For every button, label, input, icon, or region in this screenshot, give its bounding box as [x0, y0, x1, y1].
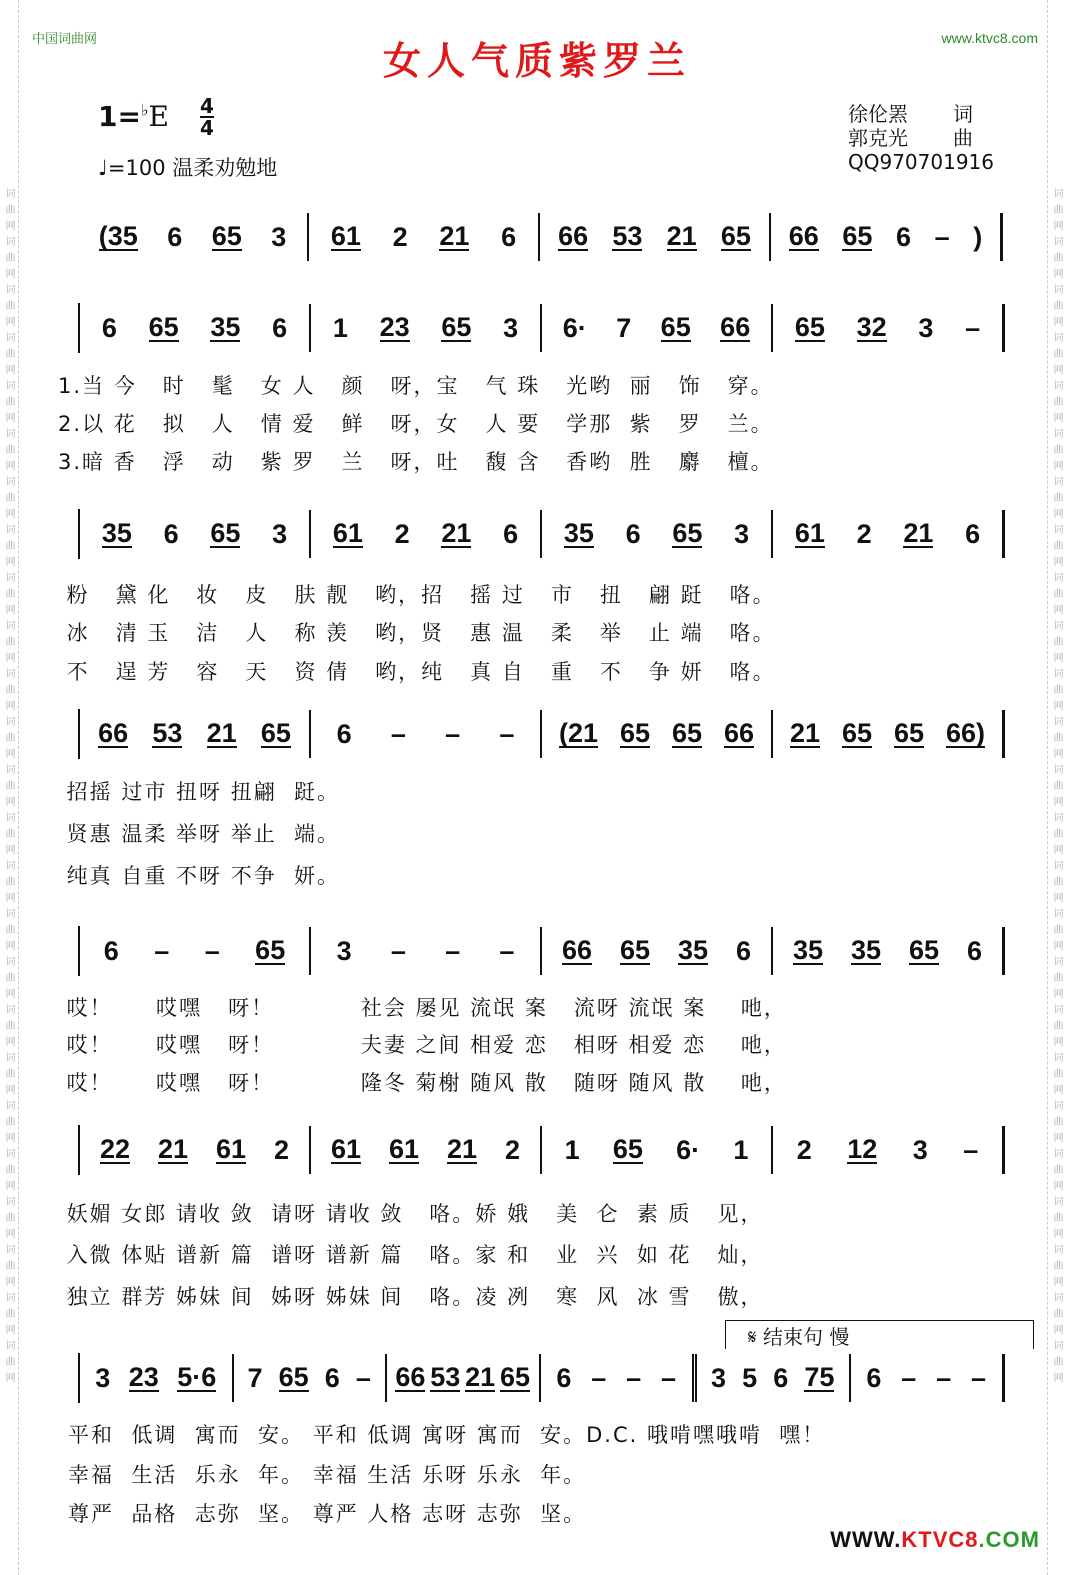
lyric-line: 平和 低调 寓而 安。 平和 低调 寓呀 寓而 安。D.C. 哦啃嘿哦啃 嘿！: [68, 1423, 826, 1447]
note-group: –: [154, 935, 170, 966]
note-group: 6: [966, 935, 982, 966]
lyric-line: 妖媚 女郎 请收 敛 请呀 请收 敛 咯。娇 娥 美 仑 素 质 见，: [58, 1202, 764, 1226]
right-watermark-strip: 词曲网词曲网词曲网词曲网词曲网词曲网词曲网词曲网词曲网词曲网词曲网词曲网词曲网词曲网词曲网词曲网词曲网词曲网词曲网词曲网词曲网词曲网词曲网词曲网词曲网: [1047, 0, 1066, 1575]
note-group: 21: [206, 718, 237, 748]
time-signature: [200, 96, 214, 138]
note-group: 23: [379, 312, 410, 342]
note-group: 2: [796, 1134, 812, 1165]
music-label: 曲: [953, 126, 973, 150]
note-group: –: [445, 935, 461, 966]
coda-bracket-label: 𝄋 结束句 慢: [725, 1320, 1034, 1349]
key-note: E: [148, 100, 169, 133]
note-group: 65: [619, 718, 650, 748]
meter-bottom: 4: [200, 116, 214, 140]
note-group: 6: [272, 312, 288, 343]
measure: [234, 1354, 388, 1402]
lyric-line: 独立 群芳 姊妹 间 姊呀 姊妹 间 咯。凌 冽 寒 风 冰 雪 傲，: [58, 1285, 764, 1309]
note-group: 1: [332, 312, 348, 343]
note-group: 7: [616, 312, 632, 343]
lyric-line: 尊严 品格 志弥 坚。 尊严 人格 志呀 志弥 坚。: [68, 1502, 587, 1526]
note-group: –: [355, 1362, 371, 1393]
note-group: 6: [501, 221, 517, 252]
note-group: 65: [908, 935, 940, 965]
note-group: 66: [98, 718, 129, 748]
note-group: 2: [392, 221, 408, 252]
measure: [387, 1354, 541, 1402]
measure: [311, 1126, 542, 1174]
note-group: 2: [273, 1134, 289, 1165]
note-group: (21: [558, 718, 598, 748]
tempo-marking: ♩=100 温柔劝勉地: [98, 156, 278, 180]
score-system: [78, 509, 1005, 559]
note-group: 35: [210, 312, 241, 342]
note-group: 65: [441, 312, 472, 342]
note-group: –: [591, 1362, 607, 1393]
note-group: 6: [336, 718, 352, 749]
note-group: 6: [965, 518, 981, 549]
note-group: 65: [211, 221, 242, 251]
note-group: –: [445, 718, 461, 749]
measure: [773, 927, 1005, 975]
lyric-line: 贤惠 温柔 举呀 举止 端。: [58, 822, 341, 846]
measure: [542, 1126, 773, 1174]
score-system: [78, 212, 1003, 262]
note-group: 5: [742, 1362, 758, 1393]
note-group: 6·: [562, 312, 587, 343]
note-group: 65: [672, 518, 703, 548]
note-group: –: [390, 718, 406, 749]
note-group: –: [204, 935, 220, 966]
measure: [851, 1354, 1006, 1402]
score-system: [78, 303, 1005, 353]
note-group: 21: [441, 518, 472, 548]
note-group: 65: [660, 312, 691, 342]
measure: [311, 710, 542, 758]
note-group: 66: [395, 1362, 426, 1392]
note-group: 6: [503, 518, 519, 549]
lyric-line: 冰 清 玉 洁 人 称 羡 哟，贤 惠 温 柔 举 止 端 咯。: [58, 621, 776, 645]
note-group: 35: [563, 518, 594, 548]
note-group: –: [390, 935, 406, 966]
note-group: 21: [157, 1134, 189, 1164]
measure: [697, 1354, 851, 1402]
lyric-line: 招摇 过市 扭呀 扭翩 跹。: [58, 780, 341, 804]
note-group: 21: [666, 221, 697, 251]
measure: [540, 213, 771, 261]
note-group: 32: [856, 312, 887, 342]
lyric-line: 2.以 花 拟 人 情 爱 鲜 呀，女 人 要 学那 紫 罗 兰。: [58, 412, 774, 436]
note-group: 35: [101, 518, 132, 548]
lyric-line: 纯真 自重 不呀 不争 妍。: [58, 864, 341, 888]
measure: [542, 927, 773, 975]
note-group: 61: [215, 1134, 247, 1164]
note-group: 6: [556, 1362, 572, 1393]
note-group: ): [973, 221, 983, 252]
lyricist: 徐伦罴: [848, 102, 908, 126]
note-group: –: [965, 312, 981, 343]
note-group: 6: [101, 312, 117, 343]
note-group: –: [499, 935, 515, 966]
note-group: 61: [330, 1134, 362, 1164]
measure: [773, 1126, 1005, 1174]
score-system: [78, 709, 1005, 759]
note-group: 22: [99, 1134, 131, 1164]
logo-part: WWW.: [830, 1527, 902, 1552]
note-group: 66: [558, 221, 589, 251]
measure: [773, 710, 1005, 758]
note-group: 12: [847, 1134, 878, 1164]
note-group: 21: [446, 1134, 478, 1164]
composer: 郭克光: [848, 126, 908, 150]
note-group: 6: [735, 935, 751, 966]
measure: [541, 1354, 698, 1402]
note-group: 35: [677, 935, 709, 965]
measure: [80, 1354, 234, 1402]
note-group: (35: [98, 221, 138, 251]
lyric-line: 幸福 生活 乐永 年。 幸福 生活 乐呀 乐永 年。: [68, 1463, 587, 1487]
measure: [80, 1126, 311, 1174]
measure: [542, 710, 773, 758]
note-group: –: [901, 1362, 917, 1393]
flat-icon: ♭: [140, 100, 149, 120]
lyric-line: 哎！ 哎嘿 呀！ 隆冬 菊榭 随风 散 随呀 随风 散 吔，: [58, 1071, 787, 1095]
measure: [309, 213, 540, 261]
site-logo: [830, 1527, 1040, 1553]
score-system: [78, 1125, 1005, 1175]
note-group: 66: [561, 935, 593, 965]
note-group: 65: [842, 221, 873, 251]
note-group: 3: [272, 518, 288, 549]
measure: [542, 304, 773, 352]
note-group: 21: [439, 221, 470, 251]
lyric-line: 粉 黛 化 妆 皮 肤 靓 哟，招 摇 过 市 扭 翩 跹 咯。: [58, 583, 776, 607]
note-group: –: [626, 1362, 642, 1393]
note-group: 65: [148, 312, 179, 342]
note-group: 6: [625, 518, 641, 549]
note-group: 65: [255, 935, 286, 965]
note-group: 23: [128, 1362, 159, 1392]
measure: [80, 710, 311, 758]
note-group: 53: [612, 221, 643, 251]
note-group: 3: [271, 221, 287, 252]
note-group: 7: [247, 1362, 263, 1393]
left-watermark-strip: 词曲网词曲网词曲网词曲网词曲网词曲网词曲网词曲网词曲网词曲网词曲网词曲网词曲网词曲网词曲网词曲网词曲网词曲网词曲网词曲网词曲网词曲网词曲网词曲网词曲网: [0, 0, 19, 1575]
score-system: [78, 1353, 1005, 1403]
note-group: 2: [504, 1134, 520, 1165]
note-group: 6: [163, 518, 179, 549]
song-title: 女人气质紫罗兰: [382, 38, 691, 83]
meter-top: 4: [200, 94, 214, 118]
note-group: 6: [103, 935, 119, 966]
note-group: 61: [388, 1134, 420, 1164]
note-group: 65: [210, 518, 241, 548]
measure: [311, 510, 542, 558]
note-group: –: [963, 1134, 979, 1165]
note-group: 66: [788, 221, 819, 251]
key-one: 1=: [98, 100, 141, 133]
note-group: –: [971, 1362, 987, 1393]
note-group: 53: [152, 718, 183, 748]
note-group: 65: [720, 221, 751, 251]
measure: [773, 304, 1005, 352]
note-group: 3: [918, 312, 934, 343]
measure: [80, 510, 311, 558]
note-group: 66: [720, 312, 751, 342]
lyric-line: 3.暗 香 浮 动 紫 罗 兰 呀，吐 馥 含 香哟 胜 麝 檀。: [58, 450, 774, 474]
note-group: 65: [619, 935, 651, 965]
note-group: 21: [789, 718, 821, 748]
note-group: 6: [866, 1362, 882, 1393]
measure: [771, 213, 1003, 261]
note-group: 66: [723, 718, 754, 748]
measure: [78, 213, 309, 261]
note-group: 5·6: [177, 1362, 217, 1392]
note-group: –: [499, 718, 515, 749]
note-group: –: [661, 1362, 677, 1393]
note-group: 65: [278, 1362, 309, 1392]
lyric-label: 词: [953, 102, 973, 126]
note-group: 75: [804, 1362, 835, 1392]
note-group: –: [936, 1362, 952, 1393]
note-group: 6: [167, 221, 183, 252]
note-group: 21: [465, 1362, 496, 1392]
note-group: 6: [324, 1362, 340, 1393]
note-group: 65: [893, 718, 925, 748]
note-group: 61: [794, 518, 825, 548]
measure: [311, 927, 542, 975]
note-group: 21: [903, 518, 934, 548]
lyric-line: 哎！ 哎嘿 呀！ 夫妻 之间 相爱 恋 相呀 相爱 恋 吔，: [58, 1033, 787, 1057]
note-group: 35: [850, 935, 882, 965]
note-group: 65: [500, 1362, 531, 1392]
measure: [80, 304, 311, 352]
note-group: 6: [896, 221, 912, 252]
note-group: 66): [945, 718, 985, 748]
logo-part: KTVC8: [901, 1527, 979, 1552]
note-group: 3: [711, 1362, 727, 1393]
note-group: 61: [332, 518, 363, 548]
measure: [80, 927, 311, 975]
note-group: 65: [841, 718, 873, 748]
measure: [542, 510, 773, 558]
note-group: 65: [794, 312, 825, 342]
note-group: 2: [856, 518, 872, 549]
note-group: 6·: [676, 1134, 701, 1165]
logo-part: .COM: [978, 1527, 1040, 1552]
measure: [773, 510, 1005, 558]
site-url: www.ktvc8.com: [941, 30, 1038, 46]
note-group: 3: [912, 1134, 928, 1165]
note-group: 3: [734, 518, 750, 549]
note-group: 35: [792, 935, 824, 965]
note-group: 65: [260, 718, 291, 748]
note-group: 53: [430, 1362, 461, 1392]
lyric-line: 哎！ 哎嘿 呀！ 社会 屡见 流氓 案 流呀 流氓 案 吔，: [58, 996, 787, 1020]
note-group: –: [934, 221, 950, 252]
note-group: 3: [95, 1362, 111, 1393]
note-group: 3: [503, 312, 519, 343]
qq-number: QQ970701916: [848, 150, 995, 174]
credits: [848, 102, 995, 174]
score-system: [78, 926, 1005, 976]
note-group: 1: [733, 1134, 749, 1165]
lyric-line: 不 逞 芳 容 天 资 倩 哟，纯 真 自 重 不 争 妍 咯。: [58, 660, 776, 684]
note-group: 1: [564, 1134, 580, 1165]
note-group: 3: [336, 935, 352, 966]
note-group: 61: [330, 221, 361, 251]
note-group: 2: [394, 518, 410, 549]
measure: [311, 304, 542, 352]
lyric-line: 入微 体贴 谱新 篇 谱呀 谱新 篇 咯。家 和 业 兴 如 花 灿，: [58, 1243, 764, 1267]
lyric-line: 1.当 今 时 髦 女 人 颜 呀，宝 气 珠 光哟 丽 饰 穿。: [58, 374, 774, 398]
note-group: 65: [671, 718, 702, 748]
note-group: 65: [612, 1134, 643, 1164]
site-name: 中国词曲网: [32, 32, 98, 47]
note-group: 6: [773, 1362, 789, 1393]
key-signature: [98, 100, 169, 133]
